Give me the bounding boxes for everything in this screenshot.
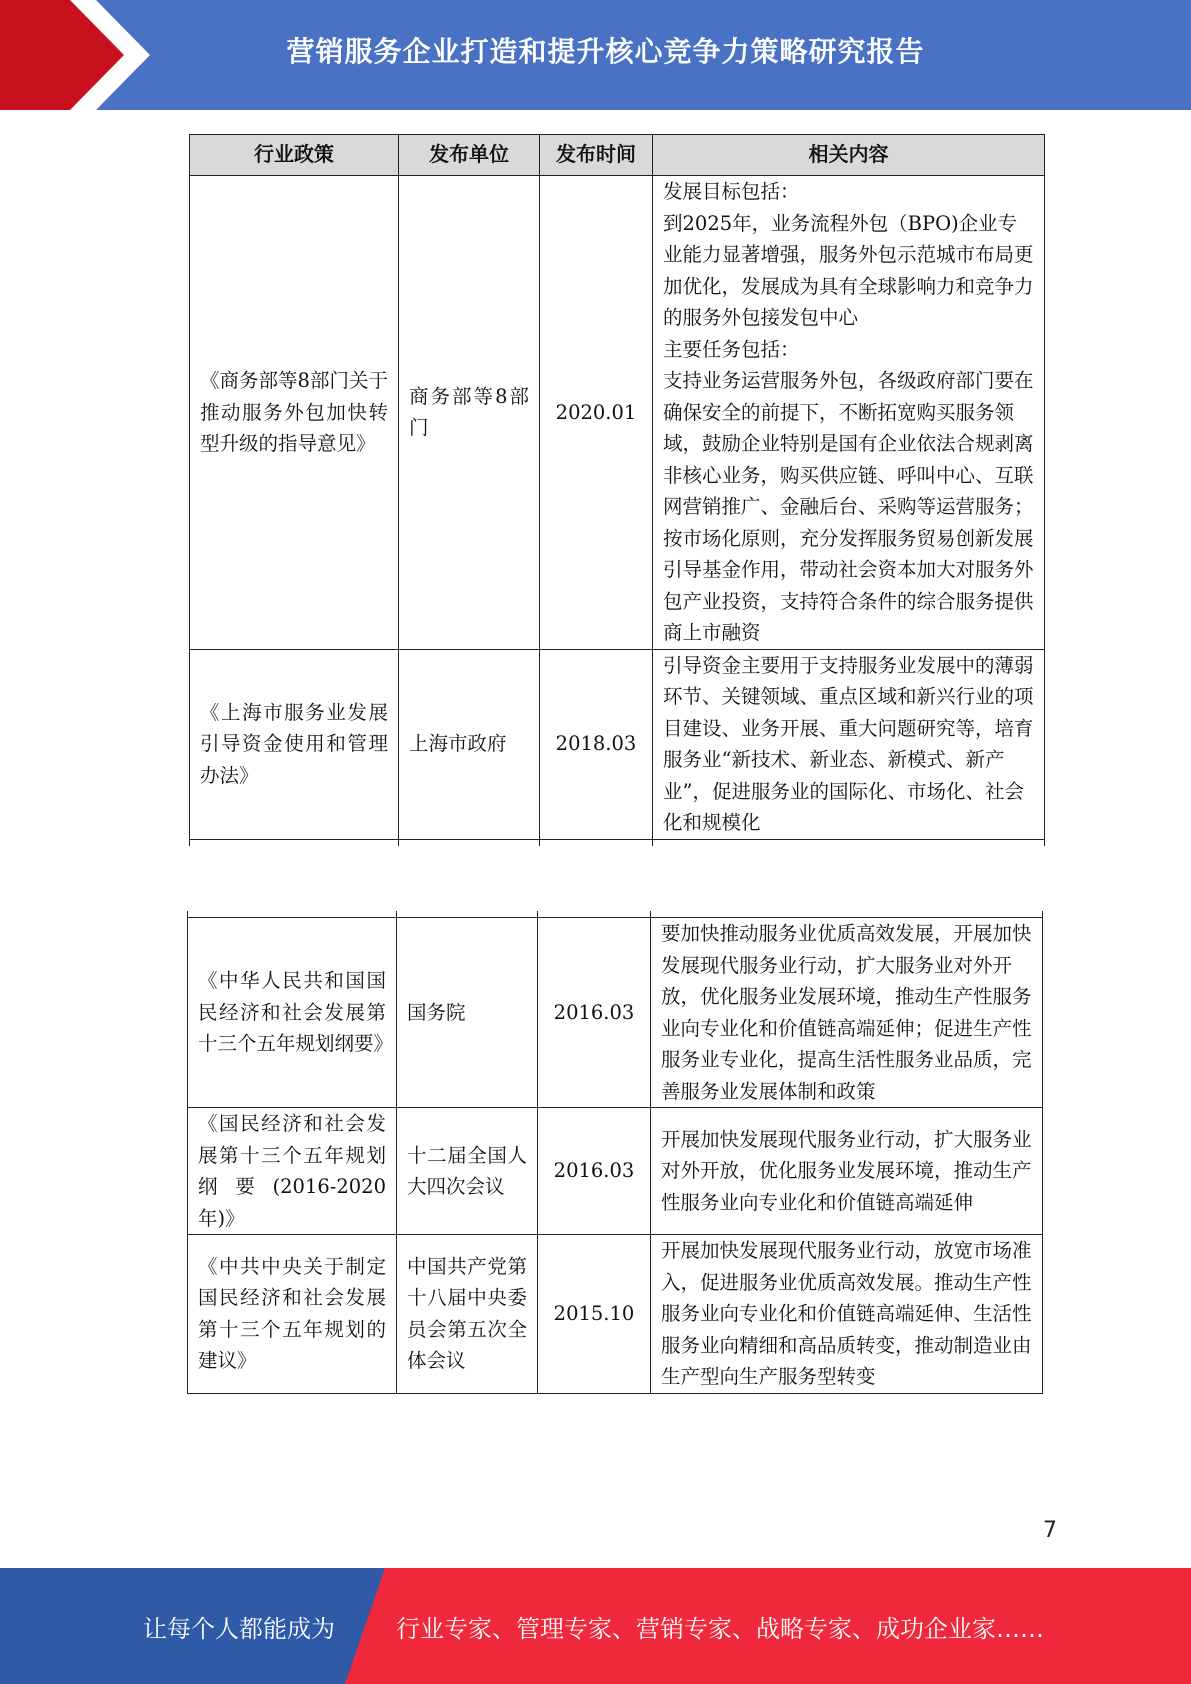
- policy-name: 《商务部等8部门关于推动服务外包加快转型升级的指导意见》: [190, 176, 399, 650]
- stub-cell: [653, 839, 1045, 846]
- policy-name: 《上海市服务业发展引导资金使用和管理办法》: [190, 649, 399, 839]
- release-date: 2018.03: [540, 649, 653, 839]
- policy-table-part-1: [189, 134, 1045, 846]
- policy-content: [651, 918, 1043, 1108]
- column-header-date: 发布时间: [540, 135, 653, 176]
- content-paragraph: 主要任务包括：: [663, 337, 800, 361]
- content-paragraph: 要加快推动服务业优质高效发展，开展加快发展现代服务业行动，扩大服务业对外开放，优化服务业发展环境，推动生产性服务业向专业化和价值链高端延伸；促进生产性服务业专业化，提高生活性服务业品质，完善服务业发展体制和政策: [661, 922, 1032, 1103]
- content-paragraph: 按市场化原则，充分发挥服务贸易创新发展引导基金作用，带动社会资本加大对服务外包产业投资，支持符合条件的综合服务提供商上市融资: [663, 526, 1034, 644]
- page-footer: [0, 1568, 1191, 1684]
- stub-cell: [399, 839, 540, 846]
- issuer: 上海市政府: [399, 649, 540, 839]
- report-title: 营销服务企业打造和提升核心竞争力策略研究报告: [286, 35, 925, 68]
- issuer: 国务院: [397, 918, 538, 1108]
- stub-cell: [540, 839, 653, 846]
- policy-table-part-2: [187, 911, 1043, 1394]
- table-row: [190, 176, 1045, 650]
- content-paragraph: 到2025年，业务流程外包（BPO)企业专业能力显著增强，服务外包示范城市布局更加优化，发展成为具有全球影响力和竞争力的服务外包接发包中心: [663, 211, 1034, 329]
- content-paragraph: 引导资金主要用于支持服务业发展中的薄弱环节、关键领域、重点区域和新兴行业的项目建设、业务开展、重大问题研究等，培育服务业“新技术、新业态、新模式、新产业”，促进服务业的国际化、市场化、社会化和规模化: [663, 653, 1034, 834]
- table-row: [188, 1235, 1043, 1394]
- policy-content: [653, 176, 1045, 650]
- column-header-unit: 发布单位: [399, 135, 540, 176]
- content-paragraph: 发展目标包括：: [663, 180, 800, 203]
- issuer: 十二届全国人大四次会议: [397, 1108, 538, 1235]
- content-paragraph: 开展加快发展现代服务业行动，扩大服务业对外开放，优化服务业发展环境，推动生产性服务业向专业化和价值链高端延伸: [661, 1127, 1032, 1214]
- table-continuation-stub: [190, 839, 1045, 846]
- policy-content: [653, 649, 1045, 839]
- release-date: 2015.10: [538, 1235, 651, 1394]
- policy-name: 《中华人民共和国国民经济和社会发展第十三个五年规划纲要》: [188, 918, 397, 1108]
- table-row: [188, 1108, 1043, 1235]
- policy-content: [651, 1108, 1043, 1235]
- release-date: 2016.03: [538, 918, 651, 1108]
- policy-name: 《中共中央关于制定国民经济和社会发展第十三个五年规划的建议》: [188, 1235, 397, 1394]
- content-paragraph: 支持业务运营服务外包，各级政府部门要在确保安全的前提下，不断拓宽购买服务领域，鼓励企业特别是国有企业依法合规剥离非核心业务，购买供应链、呼叫中心、互联网营销推广、金融后台、采购等运营服务；: [663, 369, 1034, 518]
- table-header-row: [190, 135, 1045, 176]
- page-header: [0, 0, 1191, 110]
- stub-cell: [190, 839, 399, 846]
- issuer: 商务部等8部门: [399, 176, 540, 650]
- column-header-policy: 行业政策: [190, 135, 399, 176]
- footer-slogan-left: 让每个人都能成为: [143, 1614, 335, 1643]
- release-date: 2016.03: [538, 1108, 651, 1235]
- policy-name: 《国民经济和社会发展第十三个五年规划纲要(2016-2020年)》: [188, 1108, 397, 1235]
- issuer: 中国共产党第十八届中央委员会第五次全体会议: [397, 1235, 538, 1394]
- release-date: 2020.01: [540, 176, 653, 650]
- policy-content: [651, 1235, 1043, 1394]
- table-row: [188, 918, 1043, 1108]
- table-row: [190, 649, 1045, 839]
- footer-slogan-right: 行业专家、管理专家、营销专家、战略专家、成功企业家……: [396, 1614, 1044, 1643]
- page-number: 7: [1043, 1518, 1057, 1543]
- column-header-content: 相关内容: [653, 135, 1045, 176]
- content-paragraph: 开展加快发展现代服务业行动，放宽市场准入，促进服务业优质高效发展。推动生产性服务业向专业化和价值链高端延伸、生活性服务业向精细和高品质转变，推动制造业由生产型向生产服务型转变: [661, 1239, 1032, 1388]
